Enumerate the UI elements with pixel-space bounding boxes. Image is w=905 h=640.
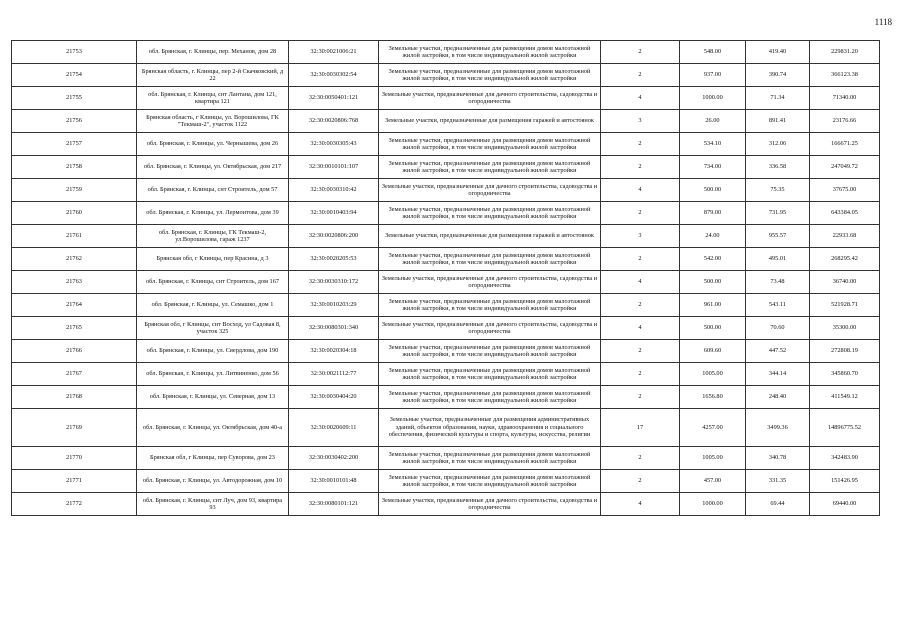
table-row [12, 202, 880, 225]
cadastral-value-cell: 272808.19 [810, 340, 880, 363]
cadastral-value-table [11, 40, 880, 516]
address-cell: обл. Брянская, г. Клинцы, ул. Октябрьская, дом 217 [137, 156, 289, 179]
row-number-cell: 21759 [12, 179, 137, 202]
cadastral-value-cell: 229831.20 [810, 41, 880, 64]
page-number: 1118 [874, 17, 892, 27]
group-cell: 2 [601, 248, 680, 271]
address-cell: обл. Брянская, г. Клинцы, ГК Текмаш-2, ул.Ворошилова, гараж 1237 [137, 225, 289, 248]
cadastral-number-cell: 32:30:0020806:200 [289, 225, 379, 248]
cadastral-value-cell: 36740.00 [810, 271, 880, 294]
specific-value-cell: 312.06 [746, 133, 810, 156]
specific-value-cell: 3499.36 [746, 409, 810, 447]
table-row [12, 248, 880, 271]
address-cell: обл. Брянская, г. Клинцы, ул. Северная, дом 13 [137, 386, 289, 409]
cadastral-value-cell: 366123.38 [810, 64, 880, 87]
row-number-cell: 21762 [12, 248, 137, 271]
cadastral-number-cell: 32:30:0020609:11 [289, 409, 379, 447]
cadastral-number-cell: 32:30:0021112:77 [289, 363, 379, 386]
table-row [12, 363, 880, 386]
cadastral-value-cell: 342483.90 [810, 447, 880, 470]
table-row [12, 271, 880, 294]
area-cell: 1005.00 [680, 363, 746, 386]
cadastral-number-cell: 32:30:0010101:107 [289, 156, 379, 179]
area-cell: 534.10 [680, 133, 746, 156]
cadastral-number-cell: 32:30:0010403:94 [289, 202, 379, 225]
group-cell: 2 [601, 470, 680, 493]
address-cell: обл. Брянская, г. Клинцы, ул. Семашко, дом 1 [137, 294, 289, 317]
cadastral-value-cell: 37675.00 [810, 179, 880, 202]
land-use-cell: Земельные участки, предназначенные для размещения домов малоэтажной жилой застройки, в том числе индивидуальной жилой застройки [379, 41, 601, 64]
group-cell: 2 [601, 294, 680, 317]
row-number-cell: 21758 [12, 156, 137, 179]
specific-value-cell: 955.57 [746, 225, 810, 248]
cadastral-value-cell: 22933.68 [810, 225, 880, 248]
table-row [12, 179, 880, 202]
cadastral-value-cell: 71340.00 [810, 87, 880, 110]
cadastral-value-cell: 69440.00 [810, 493, 880, 516]
group-cell: 3 [601, 110, 680, 133]
area-cell: 26.00 [680, 110, 746, 133]
row-number-cell: 21766 [12, 340, 137, 363]
cadastral-value-cell: 35300.00 [810, 317, 880, 340]
table-body [12, 41, 880, 516]
row-number-cell: 21755 [12, 87, 137, 110]
land-use-cell: Земельные участки, предназначенные для размещения домов малоэтажной жилой застройки, в том числе индивидуальной жилой застройки [379, 386, 601, 409]
land-use-cell: Земельные участки, предназначенные для дачного строительства, садоводства и огородничества [379, 271, 601, 294]
table-row [12, 41, 880, 64]
specific-value-cell: 75.35 [746, 179, 810, 202]
area-cell: 457.00 [680, 470, 746, 493]
specific-value-cell: 73.48 [746, 271, 810, 294]
address-cell: обл. Брянская, г. Клинцы, снт Лантана, дом 121, квартира 121 [137, 87, 289, 110]
table-row [12, 87, 880, 110]
group-cell: 17 [601, 409, 680, 447]
row-number-cell: 21760 [12, 202, 137, 225]
row-number-cell: 21771 [12, 470, 137, 493]
row-number-cell: 21770 [12, 447, 137, 470]
table-row [12, 110, 880, 133]
address-cell: обл. Брянская, г. Клинцы, снт Строитель, дом 167 [137, 271, 289, 294]
cadastral-number-cell: 32:30:0080301:340 [289, 317, 379, 340]
table-row [12, 386, 880, 409]
row-number-cell: 21769 [12, 409, 137, 447]
cadastral-number-cell: 32:30:0020806:768 [289, 110, 379, 133]
area-cell: 500.00 [680, 317, 746, 340]
cadastral-value-cell: 268295.42 [810, 248, 880, 271]
land-use-cell: Земельные участки, предназначенные для размещения домов малоэтажной жилой застройки, в том числе индивидуальной жилой застройки [379, 340, 601, 363]
specific-value-cell: 70.60 [746, 317, 810, 340]
cadastral-number-cell: 32:30:0010101:48 [289, 470, 379, 493]
cadastral-value-cell: 151426.95 [810, 470, 880, 493]
area-cell: 879.00 [680, 202, 746, 225]
cadastral-number-cell: 32:30:0030302:54 [289, 64, 379, 87]
address-cell: Брянская область, г Клинцы, ул. Ворошилова, ГК "Текмаш-2", участок 1122 [137, 110, 289, 133]
address-cell: обл. Брянская, г. Клинцы, ул. Свердлова, дом 190 [137, 340, 289, 363]
address-cell: обл. Брянская, г. Клинцы, ул. Литвиненко, дом 56 [137, 363, 289, 386]
table-row [12, 409, 880, 447]
table-row [12, 156, 880, 179]
group-cell: 2 [601, 363, 680, 386]
specific-value-cell: 543.11 [746, 294, 810, 317]
table-row [12, 64, 880, 87]
land-use-cell: Земельные участки, предназначенные для размещения домов малоэтажной жилой застройки, в том числе индивидуальной жилой застройки [379, 363, 601, 386]
area-cell: 734.00 [680, 156, 746, 179]
specific-value-cell: 344.14 [746, 363, 810, 386]
table-row [12, 294, 880, 317]
land-use-cell: Земельные участки, предназначенные для размещения домов малоэтажной жилой застройки, в том числе индивидуальной жилой застройки [379, 248, 601, 271]
specific-value-cell: 331.35 [746, 470, 810, 493]
cadastral-number-cell: 32:30:0030305:43 [289, 133, 379, 156]
address-cell: Брянская область, г. Клинцы, пер 2-й Скачковский, д 22 [137, 64, 289, 87]
group-cell: 2 [601, 386, 680, 409]
table-row [12, 447, 880, 470]
group-cell: 2 [601, 41, 680, 64]
cadastral-number-cell: 32:30:0020205:53 [289, 248, 379, 271]
cadastral-value-cell: 643384.05 [810, 202, 880, 225]
specific-value-cell: 69.44 [746, 493, 810, 516]
group-cell: 2 [601, 340, 680, 363]
specific-value-cell: 891.41 [746, 110, 810, 133]
group-cell: 2 [601, 64, 680, 87]
land-use-cell: Земельные участки, предназначенные для размещения гаражей и автостоянок [379, 225, 601, 248]
land-use-cell: Земельные участки, предназначенные для размещения домов малоэтажной жилой застройки, в том числе индивидуальной жилой застройки [379, 294, 601, 317]
cadastral-value-cell: 14896775.52 [810, 409, 880, 447]
specific-value-cell: 390.74 [746, 64, 810, 87]
address-cell: Брянская обл, г Клинцы, пер Суворова, дом 23 [137, 447, 289, 470]
area-cell: 937.00 [680, 64, 746, 87]
row-number-cell: 21768 [12, 386, 137, 409]
row-number-cell: 21757 [12, 133, 137, 156]
specific-value-cell: 447.52 [746, 340, 810, 363]
group-cell: 4 [601, 271, 680, 294]
cadastral-number-cell: 32:30:0030310:172 [289, 271, 379, 294]
group-cell: 2 [601, 447, 680, 470]
group-cell: 2 [601, 133, 680, 156]
cadastral-value-cell: 345860.70 [810, 363, 880, 386]
cadastral-number-cell: 32:30:0010203:29 [289, 294, 379, 317]
area-cell: 548.00 [680, 41, 746, 64]
cadastral-number-cell: 32:30:0050401:121 [289, 87, 379, 110]
address-cell: обл. Брянская, г. Клинцы, ул. Лермонтова, дом 39 [137, 202, 289, 225]
address-cell: обл. Брянская, г. Клинцы, снт Строитель, дом 57 [137, 179, 289, 202]
row-number-cell: 21767 [12, 363, 137, 386]
table-row [12, 225, 880, 248]
land-use-cell: Земельные участки, предназначенные для размещения домов малоэтажной жилой застройки, в том числе индивидуальной жилой застройки [379, 156, 601, 179]
specific-value-cell: 731.95 [746, 202, 810, 225]
address-cell: обл. Брянская, г. Клинцы, ул. Автодорожная, дом 10 [137, 470, 289, 493]
table-row [12, 317, 880, 340]
area-cell: 500.00 [680, 179, 746, 202]
row-number-cell: 21772 [12, 493, 137, 516]
specific-value-cell: 336.58 [746, 156, 810, 179]
group-cell: 4 [601, 317, 680, 340]
specific-value-cell: 71.34 [746, 87, 810, 110]
specific-value-cell: 495.01 [746, 248, 810, 271]
cadastral-number-cell: 32:30:0020304:18 [289, 340, 379, 363]
cadastral-number-cell: 32:30:0030402:200 [289, 447, 379, 470]
row-number-cell: 21754 [12, 64, 137, 87]
table-row [12, 470, 880, 493]
table-row [12, 133, 880, 156]
area-cell: 961.00 [680, 294, 746, 317]
land-use-cell: Земельные участки, предназначенные для дачного строительства, садоводства и огородничества [379, 87, 601, 110]
land-use-cell: Земельные участки, предназначенные для размещения гаражей и автостоянок [379, 110, 601, 133]
address-cell: обл. Брянская, г. Клинцы, ул. Чернышева, дом 26 [137, 133, 289, 156]
area-cell: 24.00 [680, 225, 746, 248]
table-row [12, 340, 880, 363]
cadastral-number-cell: 32:30:0080101:121 [289, 493, 379, 516]
land-use-cell: Земельные участки, предназначенные для размещения домов малоэтажной жилой застройки, в том числе индивидуальной жилой застройки [379, 64, 601, 87]
area-cell: 500.00 [680, 271, 746, 294]
area-cell: 542.00 [680, 248, 746, 271]
group-cell: 2 [601, 202, 680, 225]
area-cell: 1005.00 [680, 447, 746, 470]
cadastral-value-cell: 411549.12 [810, 386, 880, 409]
group-cell: 4 [601, 493, 680, 516]
cadastral-value-cell: 23176.66 [810, 110, 880, 133]
cadastral-value-cell: 247049.72 [810, 156, 880, 179]
area-cell: 1000.00 [680, 87, 746, 110]
row-number-cell: 21753 [12, 41, 137, 64]
group-cell: 2 [601, 156, 680, 179]
cadastral-value-cell: 521928.71 [810, 294, 880, 317]
land-use-cell: Земельные участки, предназначенные для размещения административных зданий, объектов образования, науки, здравоохранения и социального обеспечения, физической культуры и спорта, культуры, искусства, религии [379, 409, 601, 447]
land-use-cell: Земельные участки, предназначенные для размещения домов малоэтажной жилой застройки, в том числе индивидуальной жилой застройки [379, 202, 601, 225]
area-cell: 609.60 [680, 340, 746, 363]
specific-value-cell: 340.78 [746, 447, 810, 470]
land-use-cell: Земельные участки, предназначенные для дачного строительства, садоводства и огородничества [379, 179, 601, 202]
row-number-cell: 21763 [12, 271, 137, 294]
cadastral-number-cell: 32:30:0030404:20 [289, 386, 379, 409]
row-number-cell: 21765 [12, 317, 137, 340]
land-use-cell: Земельные участки, предназначенные для дачного строительства, садоводства и огородничества [379, 317, 601, 340]
cadastral-number-cell: 32:30:0030310:42 [289, 179, 379, 202]
group-cell: 3 [601, 225, 680, 248]
land-use-cell: Земельные участки, предназначенные для размещения домов малоэтажной жилой застройки, в том числе индивидуальной жилой застройки [379, 447, 601, 470]
cadastral-number-cell: 32:30:0021006:21 [289, 41, 379, 64]
area-cell: 1000.00 [680, 493, 746, 516]
address-cell: обл. Брянская, г. Клинцы, ул. Октябрьская, дом 40-а [137, 409, 289, 447]
row-number-cell: 21761 [12, 225, 137, 248]
specific-value-cell: 248.40 [746, 386, 810, 409]
group-cell: 4 [601, 179, 680, 202]
address-cell: обл. Брянская, г. Клинцы, снт Луч, дом 93, квартира 93 [137, 493, 289, 516]
area-cell: 1656.80 [680, 386, 746, 409]
land-use-cell: Земельные участки, предназначенные для размещения домов малоэтажной жилой застройки, в том числе индивидуальной жилой застройки [379, 470, 601, 493]
address-cell: Брянская обл, г Клинцы, снт Восход, ул Садовая 8, участок 325 [137, 317, 289, 340]
land-use-cell: Земельные участки, предназначенные для размещения домов малоэтажной жилой застройки, в том числе индивидуальной жилой застройки [379, 133, 601, 156]
cadastral-value-cell: 166671.25 [810, 133, 880, 156]
area-cell: 4257.00 [680, 409, 746, 447]
row-number-cell: 21764 [12, 294, 137, 317]
land-use-cell: Земельные участки, предназначенные для дачного строительства, садоводства и огородничества [379, 493, 601, 516]
table-row [12, 493, 880, 516]
specific-value-cell: 419.40 [746, 41, 810, 64]
group-cell: 4 [601, 87, 680, 110]
row-number-cell: 21756 [12, 110, 137, 133]
address-cell: Брянская обл, г Клинцы, пер Красина, д 3 [137, 248, 289, 271]
address-cell: обл. Брянская, г. Клинцы, пер. Механов, дом 28 [137, 41, 289, 64]
